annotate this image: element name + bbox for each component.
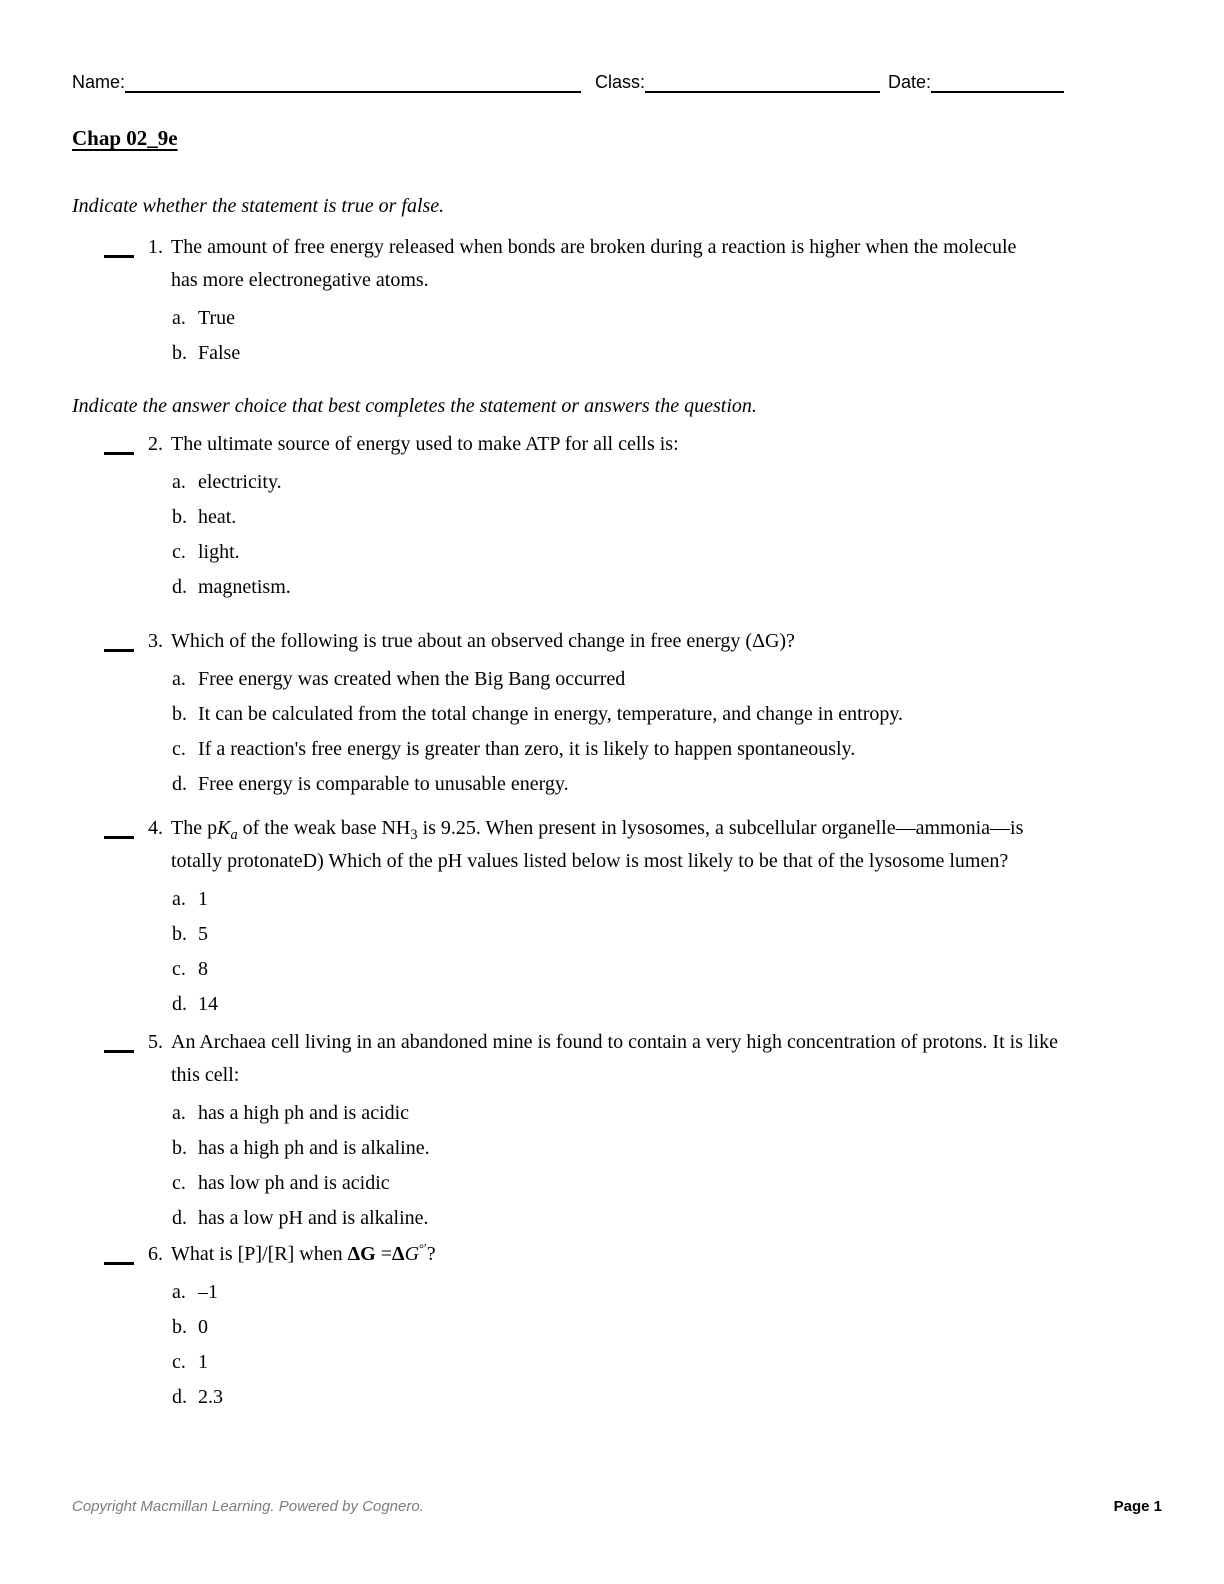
option-a xyxy=(172,465,1224,500)
question-text xyxy=(171,812,1224,878)
question-number: 4. xyxy=(148,817,163,839)
answer-blank[interactable] xyxy=(104,428,134,455)
option-text: heat. xyxy=(198,506,237,528)
question-text-line: Which of the following is true about an observed change in free energy (ΔG)? xyxy=(171,630,795,652)
option-text: electricity. xyxy=(198,471,282,493)
option-a xyxy=(172,662,1224,697)
option-text: has low ph and is acidic xyxy=(198,1172,390,1194)
question-text xyxy=(171,1238,1224,1271)
question-4 xyxy=(72,812,1224,1022)
option-text: 1 xyxy=(198,888,208,910)
option-b xyxy=(172,917,1224,952)
option-letter: a. xyxy=(172,1102,186,1124)
option-c xyxy=(172,732,1224,767)
option-text: light. xyxy=(198,541,240,563)
option-letter: a. xyxy=(172,888,186,910)
option-letter: a. xyxy=(172,307,186,329)
option-b xyxy=(172,697,1224,732)
question-number: 2. xyxy=(148,433,163,455)
question-2 xyxy=(72,428,1224,605)
option-text: has a high ph and is alkaline. xyxy=(198,1137,430,1159)
question-number: 1. xyxy=(148,236,163,258)
option-text: False xyxy=(198,342,241,364)
name-label: Name: xyxy=(72,72,126,92)
option-b xyxy=(172,500,1224,535)
question-text-line: The ultimate source of energy used to make ATP for all cells is: xyxy=(171,433,679,455)
option-letter: a. xyxy=(172,1281,186,1303)
option-letter: d. xyxy=(172,993,187,1015)
option-letter: a. xyxy=(172,668,186,690)
option-letter: b. xyxy=(172,342,187,364)
options-list xyxy=(172,662,1224,802)
option-letter: c. xyxy=(172,958,186,980)
class-blank-line[interactable] xyxy=(645,70,880,93)
option-text: 14 xyxy=(198,993,218,1015)
option-a xyxy=(172,301,1224,336)
option-letter: c. xyxy=(172,1172,186,1194)
question-text-line: The $pK_a$ of the weak base $NH_3$ is 9.25. When present in lysosomes, a subcellular organelle—ammonia—is xyxy=(171,817,1024,843)
option-text: 0 xyxy=(198,1316,208,1338)
footer-page-number: Page 1 xyxy=(1113,1498,1162,1515)
option-text: has a high ph and is acidic xyxy=(198,1102,410,1124)
option-letter: d. xyxy=(172,1386,187,1408)
option-d xyxy=(172,1201,1224,1236)
question-number: 5. xyxy=(148,1031,163,1053)
question-6 xyxy=(72,1238,1224,1415)
option-c xyxy=(172,1166,1224,1201)
option-letter: a. xyxy=(172,471,186,493)
question-text-line: totally protonateD) Which of the pH values listed below is most likely to be that of the lysosome lumen? xyxy=(171,850,1009,872)
question-5 xyxy=(72,1026,1224,1236)
option-letter: b. xyxy=(172,1316,187,1338)
option-letter: b. xyxy=(172,923,187,945)
answer-blank[interactable] xyxy=(104,231,134,258)
section-instruction-multiple-choice: Indicate the answer choice that best completes the statement or answers the question. xyxy=(72,395,757,417)
option-text: Free energy is comparable to unusable energy. xyxy=(198,773,569,795)
question-number: 3. xyxy=(148,630,163,652)
answer-blank[interactable] xyxy=(104,1238,134,1265)
answer-blank[interactable] xyxy=(104,812,134,839)
options-list xyxy=(172,882,1224,1022)
option-text: Free energy was created when the Big Bang occurred xyxy=(198,668,626,690)
option-b xyxy=(172,336,1224,371)
option-letter: c. xyxy=(172,541,186,563)
option-a xyxy=(172,882,1224,917)
option-letter: d. xyxy=(172,576,187,598)
options-list xyxy=(172,1096,1224,1236)
option-letter: b. xyxy=(172,703,187,725)
option-d xyxy=(172,987,1224,1022)
question-text-line: An Archaea cell living in an abandoned mine is found to contain a very high concentration of protons. It is like xyxy=(171,1031,1058,1053)
option-letter: b. xyxy=(172,506,187,528)
question-text xyxy=(171,231,1224,297)
option-text: 5 xyxy=(198,923,208,945)
option-text: –1 xyxy=(198,1281,218,1303)
footer-copyright: Copyright Macmillan Learning. Powered by Cognero. xyxy=(72,1498,424,1515)
option-text: magnetism. xyxy=(198,576,291,598)
option-letter: c. xyxy=(172,738,186,760)
header xyxy=(72,70,1064,93)
question-text-line: this cell: xyxy=(171,1064,240,1086)
answer-blank[interactable] xyxy=(104,625,134,652)
options-list xyxy=(172,301,1224,371)
option-text: 1 xyxy=(198,1351,208,1373)
page-title: Chap 02_9e xyxy=(72,126,178,150)
option-d xyxy=(172,1380,1224,1415)
name-blank-line[interactable] xyxy=(125,70,581,93)
option-text: 8 xyxy=(198,958,208,980)
question-3 xyxy=(72,625,1224,802)
option-a xyxy=(172,1275,1224,1310)
question-text xyxy=(171,625,1224,658)
option-a xyxy=(172,1096,1224,1131)
option-b xyxy=(172,1131,1224,1166)
option-c xyxy=(172,1345,1224,1380)
option-d xyxy=(172,767,1224,802)
option-d xyxy=(172,570,1224,605)
options-list xyxy=(172,465,1224,605)
date-blank-line[interactable] xyxy=(931,70,1064,93)
question-number: 6. xyxy=(148,1243,163,1265)
answer-blank[interactable] xyxy=(104,1026,134,1053)
date-label: Date: xyxy=(887,72,931,92)
option-text: It can be calculated from the total change in energy, temperature, and change in entropy. xyxy=(198,703,904,725)
option-text: True xyxy=(198,307,236,329)
question-1 xyxy=(72,231,1224,371)
option-b xyxy=(172,1310,1224,1345)
option-text: If a reaction's free energy is greater than zero, it is likely to happen spontaneously. xyxy=(198,738,856,760)
option-text: has a low pH and is alkaline. xyxy=(198,1207,429,1229)
option-text: 2.3 xyxy=(198,1386,223,1408)
option-letter: d. xyxy=(172,1207,187,1229)
option-c xyxy=(172,952,1224,987)
question-text xyxy=(171,1026,1224,1092)
option-letter: b. xyxy=(172,1137,187,1159)
question-text-line: has more electronegative atoms. xyxy=(171,269,429,291)
class-label: Class: xyxy=(594,72,645,92)
section-instruction-true-false: Indicate whether the statement is true or false. xyxy=(72,195,445,217)
option-c xyxy=(172,535,1224,570)
option-letter: c. xyxy=(172,1351,186,1373)
question-text-line: What is [P]/[R] when ΔG =ΔG°′? xyxy=(171,1241,436,1265)
question-text xyxy=(171,428,1224,461)
question-text-line: The amount of free energy released when bonds are broken during a reaction is higher when the molecule xyxy=(171,236,1017,258)
options-list xyxy=(172,1275,1224,1415)
option-letter: d. xyxy=(172,773,187,795)
footer xyxy=(72,1498,1162,1515)
